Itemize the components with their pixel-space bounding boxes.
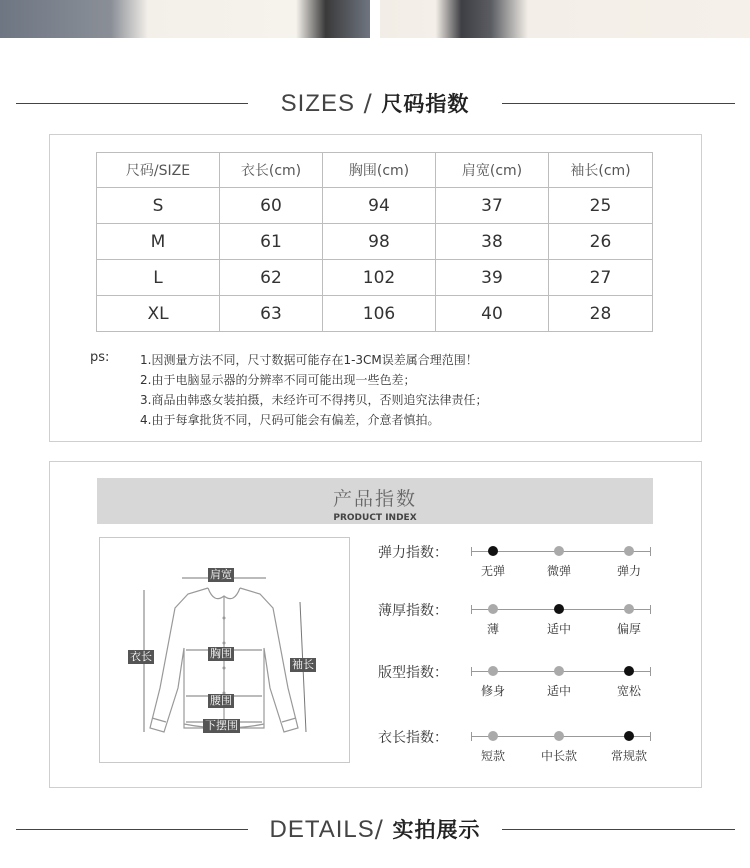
scale-dot-icon <box>488 666 498 676</box>
table-row <box>97 224 653 260</box>
table-cell: 28 <box>549 296 653 332</box>
index-option-label: 适中 <box>546 684 571 698</box>
scale-end-tick <box>471 547 472 556</box>
table-cell: 26 <box>549 224 653 260</box>
size-table <box>96 152 653 332</box>
product-photo-right <box>380 0 750 38</box>
table-cell: 61 <box>220 224 323 260</box>
table-cell: 40 <box>436 296 549 332</box>
table-cell: 37 <box>436 188 549 224</box>
table-row <box>97 260 653 296</box>
size-table-header <box>97 153 653 188</box>
table-cell: 60 <box>220 188 323 224</box>
details-section-title: DETAILS/ 实拍展示 <box>269 815 481 843</box>
selected-dot-icon <box>554 604 564 614</box>
label-waist: 腰围 <box>210 694 232 707</box>
note-item: 1.因测量方法不同，尺寸数据可能存在1-3CM误差属合理范围！ <box>140 353 478 367</box>
header-chest: 胸围(cm) <box>323 153 436 188</box>
table-cell: 62 <box>220 260 323 296</box>
index-option-label: 宽松 <box>616 684 641 698</box>
header-shoulder: 肩宽(cm) <box>436 153 549 188</box>
scale-end-tick <box>471 605 472 614</box>
scale-end-tick <box>650 547 651 556</box>
index-option-label: 常规款 <box>610 749 647 763</box>
table-cell: 98 <box>323 224 436 260</box>
note-item: 3.商品由韩惑女装拍摄，未经许可不得拷贝，否则追究法律责任； <box>140 393 488 407</box>
selected-dot-icon <box>624 666 634 676</box>
note-item: 2.由于电脑显示器的分辨率不同可能出现一些色差； <box>140 373 416 387</box>
index-option-label: 偏厚 <box>616 622 641 636</box>
scale-end-tick <box>471 732 472 741</box>
scale-end-tick <box>650 732 651 741</box>
table-cell: L <box>97 260 220 296</box>
scale-end-tick <box>650 667 651 676</box>
product-index-subtitle: PRODUCT INDEX <box>333 513 417 523</box>
table-cell: M <box>97 224 220 260</box>
scale-dot-icon <box>624 604 634 614</box>
label-chest: 胸围 <box>210 647 232 660</box>
product-index-title: 产品指数 <box>332 488 417 510</box>
scale-end-tick <box>471 667 472 676</box>
table-cell: 38 <box>436 224 549 260</box>
selected-dot-icon <box>488 546 498 556</box>
selected-dot-icon <box>624 731 634 741</box>
index-row-label: 版型指数： <box>378 665 448 681</box>
table-cell: XL <box>97 296 220 332</box>
product-index-banner <box>97 478 653 524</box>
label-hem: 下摆围 <box>205 719 238 732</box>
scale-end-tick <box>650 605 651 614</box>
index-option-label: 弹力 <box>616 564 641 578</box>
scale-dot-icon <box>624 546 634 556</box>
table-cell: 25 <box>549 188 653 224</box>
product-photo-left <box>0 0 370 38</box>
table-cell: 94 <box>323 188 436 224</box>
table-cell: S <box>97 188 220 224</box>
table-cell: 27 <box>549 260 653 296</box>
index-row-label: 薄厚指数： <box>378 603 448 619</box>
index-option-label: 微弹 <box>546 564 571 578</box>
index-option-label: 无弹 <box>480 564 505 578</box>
index-row-label: 弹力指数： <box>378 545 448 561</box>
notes-label: ps: <box>90 350 110 365</box>
index-option-label: 修身 <box>480 684 505 698</box>
scale-dot-icon <box>554 731 564 741</box>
scale-dot-icon <box>554 546 564 556</box>
label-length: 衣长 <box>130 650 152 663</box>
scale-dot-icon <box>488 604 498 614</box>
table-cell: 102 <box>323 260 436 296</box>
scale-dot-icon <box>488 731 498 741</box>
note-item: 4.由于每拿批货不同，尺码可能会有偏差，介意者慎拍。 <box>140 413 440 427</box>
header-sleeve: 袖长(cm) <box>549 153 653 188</box>
index-option-label: 薄 <box>486 622 499 636</box>
table-row <box>97 188 653 224</box>
index-row-label: 衣长指数： <box>378 730 448 746</box>
index-option-label: 中长款 <box>540 749 577 763</box>
header-length: 衣长(cm) <box>220 153 323 188</box>
label-sleeve: 袖长 <box>292 658 314 671</box>
index-option-label: 适中 <box>546 622 571 636</box>
table-cell: 106 <box>323 296 436 332</box>
table-row <box>97 296 653 332</box>
sizes-section-title: SIZES / 尺码指数 <box>280 89 470 117</box>
table-cell: 63 <box>220 296 323 332</box>
garment-measure-diagram <box>99 537 350 763</box>
table-cell: 39 <box>436 260 549 296</box>
scale-dot-icon <box>554 666 564 676</box>
index-option-label: 短款 <box>480 749 505 763</box>
label-shoulder: 肩宽 <box>210 568 232 581</box>
header-size: 尺码/SIZE <box>97 153 220 188</box>
